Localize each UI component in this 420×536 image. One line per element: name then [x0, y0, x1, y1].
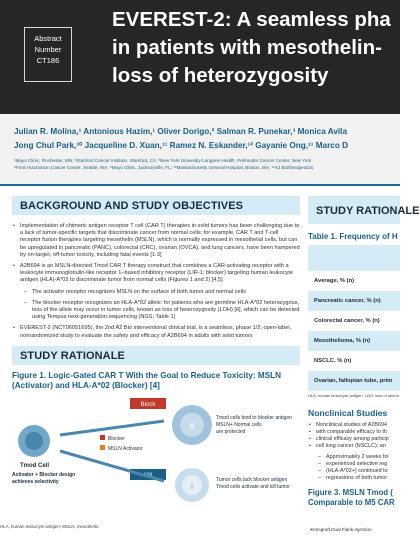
- table-footnote: HLA, human leukocyte antigen; LOH, loss of hetero: [308, 393, 400, 398]
- poster-header: [0, 0, 400, 114]
- table-1: [308, 245, 400, 391]
- affiliation-line-1: ¹Mayo Clinic, Rochester, MN; ²Stanford Cancer Institute, Stanford, CA; ³New York University Langone Health, Perlmutter Cancer Center, New York: [14, 158, 312, 163]
- table-row: NSCLC, % (n): [314, 358, 352, 364]
- tumor-cell-label: i: [191, 480, 193, 491]
- xenograft-label: Xenograft Dual Flank Injection: [310, 527, 372, 532]
- bullet-2: • A2B694 is an MSLN-directed Tmod CAR T therapy construct that combines a CAR-activating receptor with a leukocyte immunoglobulin-like receptor 1–based inhibitory receptor (LIR-1; blocker) targeting human leukocyte antigen (HLA)-A*02 to discriminate tumor from normal cells (Figures 1 and 2) [4,5]: [12, 263, 300, 285]
- normal-text-2: MSLN+ Normal cells: [216, 421, 262, 428]
- nonclinical-sub-cont: – regressions of both tumor: [308, 475, 400, 482]
- nonclinical-sub-cont: – experienced selective reg: [308, 461, 400, 468]
- nonclinical-bullet-cont: • cell lung cancer (NSCLC); an: [308, 443, 400, 450]
- right-column: [308, 196, 420, 508]
- blocker-legend-text: Blocker: [108, 435, 125, 442]
- tmod-cell-nucleus: [25, 432, 43, 450]
- title-line-3: loss of heterozygosity: [112, 64, 329, 87]
- block-tag-text: Block: [140, 401, 156, 408]
- sub-bullet-2: – The blocker receptor recognizes an HLA-A*02 allele: for patients who are germline HLA-A*02 heterozygous, loss of the allele may occur in tumor cells, known as loss of heterozygosity (LOH) [6], which can be detected using Tempus next-generation sequencing (NGS; Table 1): [12, 300, 300, 322]
- right-rationale-heading: STUDY RATIONALE: [308, 196, 400, 224]
- figure-footnote: HLA, human leukocyte antigen; MSLN, mesothelin.: [0, 524, 100, 529]
- sub-bullet-1: – The activator receptor recognizes MSLN on the surface of both tumor and normal cells: [12, 289, 300, 296]
- abstract-number-box: [24, 27, 72, 82]
- bullet-1: • Implementation of chimeric antigen receptor T cell (CAR T) therapies in solid tumors has been challenging due to a lack of tumor-specific targets that discriminate cancer from normal cells; for example, CAR T and T-cell receptor fusion therapies targeting mesothelin (MSLN), which is normally expressed in mesothelial cells, but can be upregulated in pancreatic (PANC), colorectal (CRC), ovarian (OVCA), and lung cancers, have been hampered by on-target, off-tumor toxicity, including fatal events [1-3]: [12, 223, 300, 259]
- nonclinical-bullet-cont: • clinical efficacy among particip: [308, 436, 400, 443]
- tumor-text-2: Tmod cells activate and kill tumor: [216, 483, 290, 490]
- nonclinical-bullet-cont: • with comparable efficacy to th: [308, 429, 400, 436]
- figure-1-diagram: [12, 395, 300, 505]
- figure-3-line-2: Comparable to M5 CAR: [308, 498, 395, 507]
- author-line-2: Jong Chul Park,¹⁰ Jacqueline D. Xuan,¹¹ Ramez N. Eskander,¹² Gayanie Ong,¹¹ Marco D: [14, 141, 349, 150]
- msln-legend-text: MSLN Activator: [108, 445, 143, 452]
- affiliation-line-2: ⁸Fred Hutchinson Cancer Center, Seattle, WA; ⁹Mayo Clinic, Jacksonville, FL; ¹⁰Massachusetts General Hospital, Boston, MA; ¹¹A2 Biotherapeutics: [14, 165, 314, 170]
- normal-text-3: are protected: [216, 428, 246, 435]
- figure-3-line-1: Figure 3. MSLN Tmod (: [308, 488, 393, 497]
- title-line-1: EVEREST-2: A seamless pha: [112, 8, 391, 31]
- nonclinical-heading: Nonclinical Studies: [308, 408, 388, 418]
- activator-text-1: Activator + Blocker design: [12, 471, 76, 478]
- poster-title: [112, 6, 412, 90]
- author-line-1: Julian R. Molina,¹ Antonious Hazim,¹ Oliver Dorigo,² Salman R. Punekar,³ Monica Avila: [14, 127, 348, 136]
- table-header-row: [308, 245, 400, 271]
- block-arrow: [60, 421, 164, 435]
- table-row: Mesothelioma, % (n): [308, 331, 400, 351]
- table-row: Colorectal cancer, % (n): [314, 318, 380, 324]
- nonclinical-sub-cont: – (HLA-A*02+) continued to: [308, 468, 400, 475]
- background-bullets: [12, 223, 300, 340]
- tumor-text-1: Tumor cells lack blocker antigen: [216, 476, 288, 483]
- abstract-code: CT186: [36, 56, 60, 65]
- figure-1-svg: [12, 395, 300, 505]
- abstract-number-label: Number: [34, 45, 62, 54]
- activator-text-2: achieves selectivity: [12, 478, 59, 485]
- table-row: Ovarian, fallopian tube, prim: [308, 371, 400, 391]
- blocker-legend-swatch: [100, 435, 105, 440]
- table-row: Pancreatic cancer, % (n): [308, 291, 400, 311]
- figure-1-caption: Figure 1. Logic-Gated CAR T With the Goal to Reduce Toxicity: MSLN (Activator) and HLA-A*02 (Blocker) [4]: [12, 370, 282, 390]
- rationale-heading: STUDY RATIONALE: [12, 346, 300, 365]
- tmod-cell-label: Tmod Cell: [20, 462, 50, 469]
- bullet-3: • EVEREST-2 (NCT06051695), the 2nd A2 Bio interventional clinical trial, is a seamless, phase 1/2, open-label, nonrandomized study to evaluate the safety and efficacy of A2B694 in adults with solid tumors: [12, 325, 300, 339]
- table-1-title: Table 1. Frequency of H: [308, 232, 398, 241]
- abstract-label: Abstract: [34, 34, 62, 43]
- nonclinical-sub-bullet: – Approximately 2 weeks fol: [308, 454, 400, 461]
- table-row: Average, % (n): [314, 278, 355, 284]
- title-line-2: in patients with mesothelin-: [112, 36, 382, 59]
- nonclinical-bullet: • Nonclinical studies of A2B694: [308, 422, 400, 429]
- background-heading: BACKGROUND AND STUDY OBJECTIVES: [12, 196, 300, 215]
- normal-text-1: Tmod cells bind to blocker antigen: [216, 414, 292, 421]
- normal-cell-label: ii: [189, 420, 195, 432]
- msln-legend-swatch: [100, 445, 105, 450]
- author-strip: [0, 114, 400, 186]
- kill-arrow: [60, 451, 164, 481]
- left-column: [12, 196, 300, 505]
- figure-3-caption: [308, 488, 400, 508]
